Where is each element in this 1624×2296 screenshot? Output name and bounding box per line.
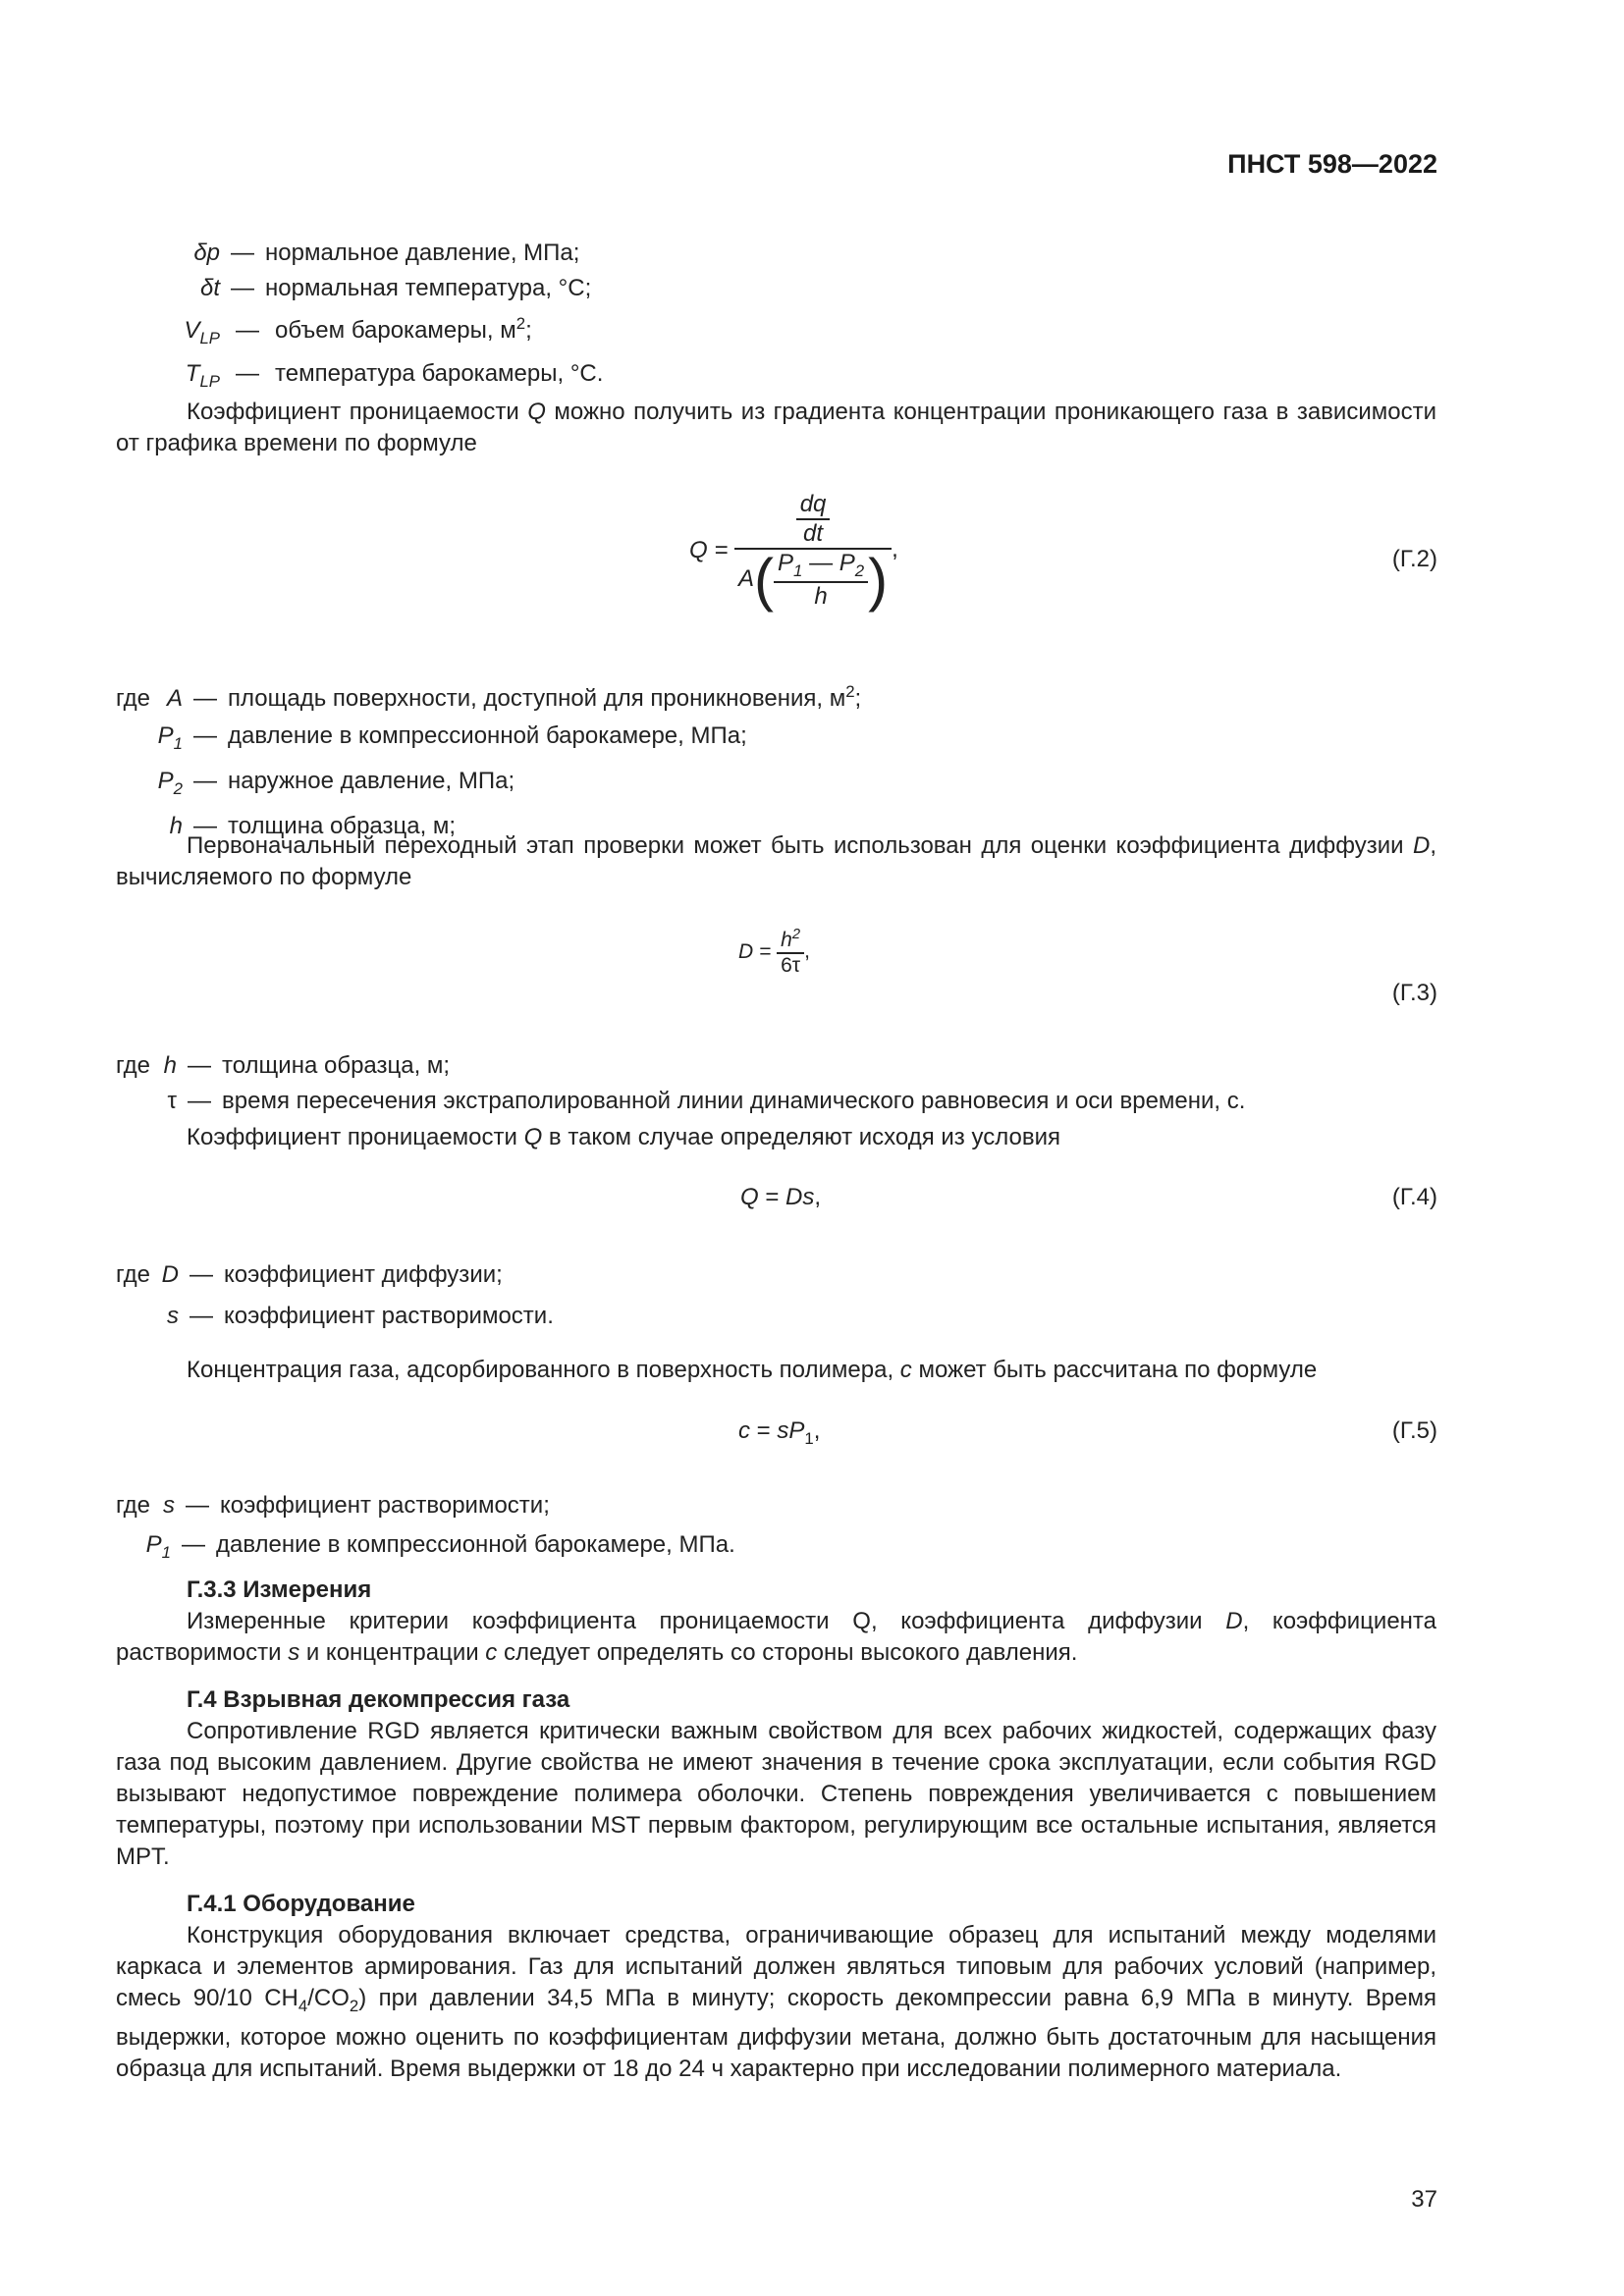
def-dash: —: [236, 359, 259, 387]
def-text: время пересечения экстраполированной линии динамического равновесия и оси времени, с.: [222, 1088, 1246, 1114]
paragraph-diffusion: Первоначальный переходный этап проверки может быть использован для оценки коэффициента диффузии D, вычисляемого по формуле: [116, 832, 1436, 890]
def-dash: —: [182, 1531, 205, 1558]
def-text: нормальное давление, МПа;: [265, 240, 580, 266]
def-dash: —: [189, 1261, 213, 1288]
def-text: площадь поверхности, доступной для проникновения, $м^2$;: [228, 682, 862, 712]
def-text: давление в компрессионной барокамере, МПа;: [228, 722, 747, 749]
def-text: толщина образца, м;: [228, 812, 457, 839]
section-text-g4: Сопротивление RGD является критически важным свойством для всех рабочих жидкостей, содержащих фазу газа под высоким давлением. Другие свойства не имеют значения в течение срока эксплуатации, если события RGD вызывают недопустимое повреждение полимера оболочки. Степень повреждения увеличивается с повышением температуры, поэтому при использовании MST первым фактором, регулирующим все остальные испытания, является MPT.: [116, 1718, 1436, 1870]
def-dash: —: [193, 767, 217, 794]
equation-number-g3: (Г.3): [1391, 980, 1437, 1006]
page-number: 37: [1411, 2186, 1437, 2213]
def-dash: —: [193, 812, 217, 839]
def-text: коэффициент растворимости;: [220, 1492, 550, 1519]
formula-g2: Q = $\frac{dq}{dt}$ A( $\frac{P_1 — P_2}{h}$ ) ,: [689, 491, 898, 613]
definition-row: где A — площадь поверхности, доступной для проникновения, $м^2$;: [116, 673, 861, 718]
definitions-3: [116, 1048, 1245, 1119]
paragraph-concentration: Концентрация газа, адсорбированного в поверхность полимера, c может быть рассчитана по формуле: [187, 1357, 1318, 1383]
formula-g4: Q = Ds,: [740, 1184, 822, 1210]
def-text: объем барокамеры, $м^2$;: [275, 314, 532, 344]
definition-row: [137, 236, 603, 271]
def-symbol: $V_{LP}$: [184, 317, 220, 347]
def-dash: —: [193, 685, 217, 712]
def-text: наружное давление, МПа;: [228, 767, 515, 794]
equation-number-g5: (Г.5): [1391, 1417, 1437, 1444]
definition-row: h — толщина образца, м;: [116, 808, 861, 845]
definition-row: где D — коэффициент диффузии;: [116, 1255, 554, 1296]
document-header: ПНСТ 598—2022: [1227, 149, 1437, 179]
def-text: давление в компрессионной барокамере, МПа.: [216, 1531, 735, 1558]
definitions-4: [116, 1255, 554, 1337]
paragraph-permeability-condition: Коэффициент проницаемости Q в таком случае определяют исходя из условия: [187, 1124, 1060, 1150]
definition-row: τ — время пересечения экстраполированной линии динамического равновесия и оси времени, с.: [116, 1084, 1245, 1119]
def-symbol: $T_{LP}$: [185, 359, 220, 391]
def-dash: —: [236, 317, 259, 344]
section-text-g41: Конструкция оборудования включает средства, ограничивающие образец для испытаний между моделями каркаса и элементов армирования. Газ для испытаний должен являться типовым для рабочих условий (например, смесь 90/10 $CH_4/CO_2$) при давлении 34,5 МПа в минуту; скорость декомпрессии равна 6,9 МПа в минуту. Время выдержки, которое можно оценить по коэффициентам диффузии метана, должно быть достаточным для насыщения образца для испытаний. Время выдержки от 18 до 24 ч характерно при исследовании полимерного материала.: [116, 1922, 1436, 2082]
def-dash: —: [188, 1088, 211, 1114]
def-text: температура барокамеры, °С.: [275, 359, 604, 387]
definitions-1: [137, 236, 603, 400]
formula-g3: D = $\frac{h^2}{6\tau}$ ,: [738, 927, 810, 977]
fraction: $\frac{dq}{dt}$ A( $\frac{P_1 — P_2}{h}$ ): [734, 491, 892, 611]
def-symbol: δp: [193, 240, 220, 266]
section-text-g333: Измеренные критерии коэффициента проницаемости Q, коэффициента диффузии D, коэффициента растворимости s и концентрации c следует определять со стороны высокого давления.: [116, 1608, 1437, 1666]
equation-number-g4: (Г.4): [1391, 1184, 1437, 1210]
paragraph-permeability: Коэффициент проницаемости Q можно получить из градиента концентрации проникающего газа в зависимости от графика времени по формуле: [116, 399, 1436, 456]
def-dash: —: [189, 1303, 213, 1329]
definition-row: [137, 306, 603, 356]
def-text: коэффициент диффузии;: [224, 1261, 503, 1288]
def-dash: —: [188, 1052, 211, 1079]
def-text: коэффициент растворимости.: [224, 1303, 554, 1329]
definition-row: [137, 356, 603, 400]
def-symbol: δt: [199, 275, 220, 301]
def-dash: —: [231, 240, 254, 266]
def-dash: —: [186, 1492, 209, 1519]
section-heading-g333: Г.3.3 Измерения: [187, 1576, 372, 1603]
definition-row: [137, 271, 603, 306]
definition-row: $P_1$ — давление в компрессионной барокамере, МПа;: [116, 718, 861, 763]
definition-row: где h — толщина образца, м;: [116, 1048, 1245, 1084]
def-text: толщина образца, м;: [222, 1052, 451, 1079]
definition-row: где s — коэффициент растворимости;: [116, 1486, 735, 1525]
equation-number-g2: (Г.2): [1391, 546, 1437, 572]
section-heading-g4: Г.4 Взрывная декомпрессия газа: [187, 1686, 570, 1713]
definitions-5: [116, 1486, 735, 1573]
def-text: нормальная температура, °С;: [265, 275, 592, 301]
definition-row: $P_2$ — наружное давление, МПа;: [116, 763, 861, 808]
definitions-2: [116, 673, 861, 845]
section-heading-g41: Г.4.1 Оборудование: [187, 1891, 415, 1917]
def-dash: —: [193, 722, 217, 749]
def-dash: —: [231, 275, 254, 301]
definition-row: $P_1$ — давление в компрессионной барокамере, МПа.: [116, 1525, 735, 1573]
formula-g5: $c = sP_1$,: [738, 1417, 821, 1448]
definition-row: s — коэффициент растворимости.: [116, 1296, 554, 1337]
